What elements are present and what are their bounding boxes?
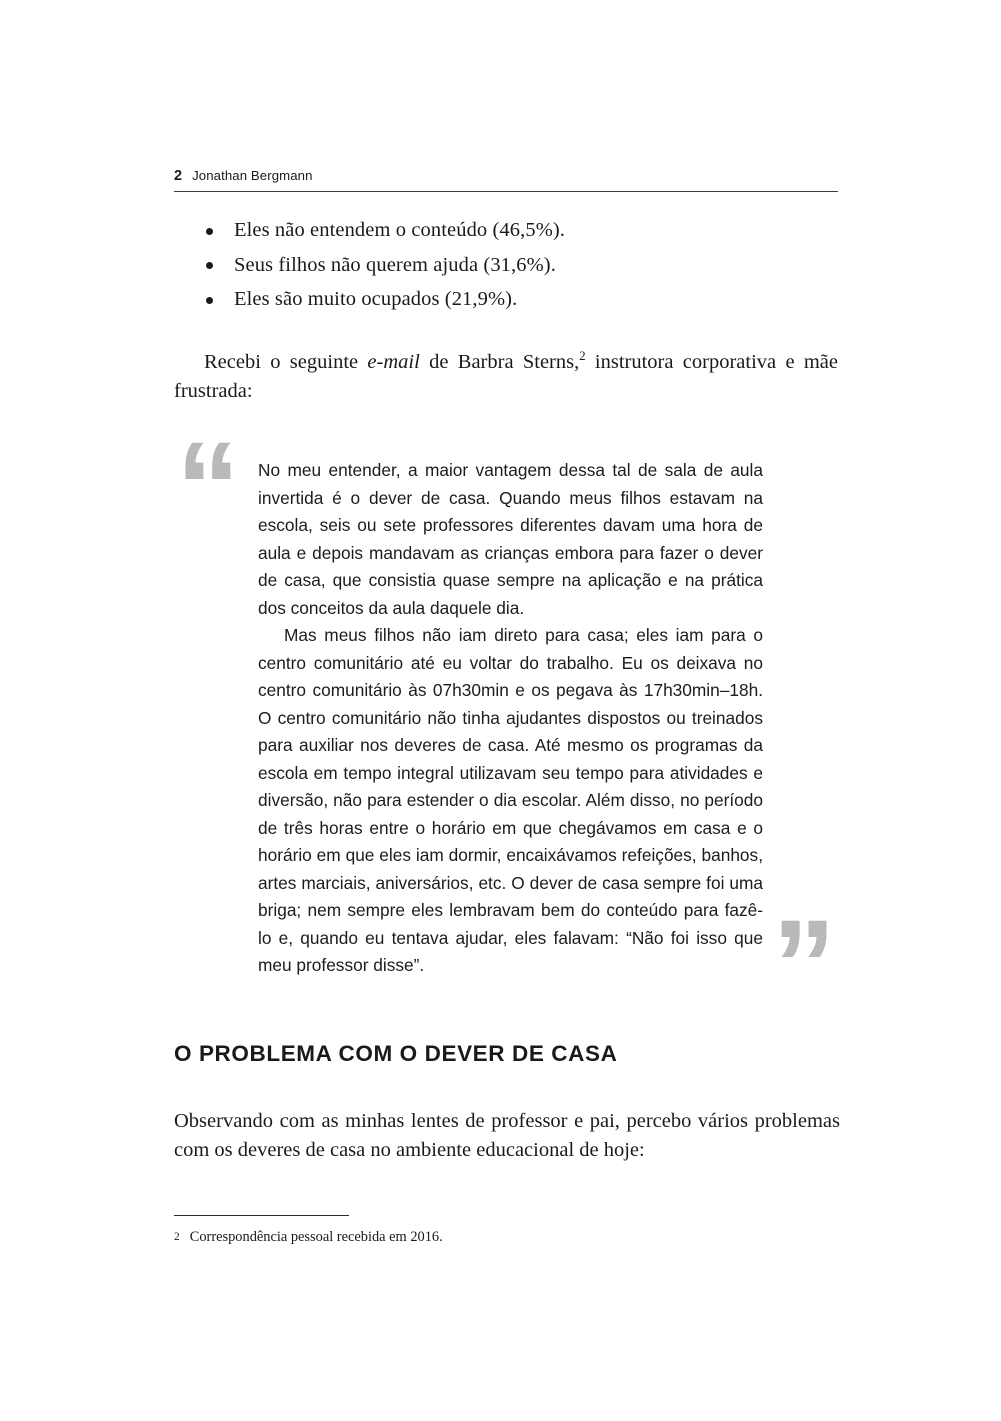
- bullet-dot-icon: [174, 294, 234, 309]
- footnote: [174, 1228, 774, 1247]
- running-head-author: Jonathan Bergmann: [192, 168, 313, 183]
- list-item-label: Eles são muito ocupados (21,9%).: [234, 288, 518, 311]
- footnote-reference: 2: [579, 348, 586, 363]
- intro-text-before: Recebi o seguinte: [204, 350, 368, 373]
- quote-open-mark-icon: “: [176, 416, 242, 559]
- list-item: [174, 253, 838, 279]
- list-item: [174, 218, 838, 244]
- bullet-dot-icon: [174, 225, 234, 240]
- intro-italic-email: e-mail: [367, 350, 420, 373]
- quote-close-mark-icon: ”: [772, 894, 838, 1037]
- intro-text-after: de Barbra Sterns,: [419, 350, 580, 373]
- section-heading: O PROBLEMA COM O DEVER DE CASA: [174, 1040, 618, 1066]
- quote-text: [258, 457, 763, 980]
- quote-paragraph: No meu entender, a maior vantagem dessa tal de sala de aula invertida é o dever de casa. Quando meus filhos estavam na escola, seis ou sete professores diferentes davam uma hora de aula e depois mandavam as crianças embora para fazer o dever de casa, que consistia quase sempre na aplicação e na prática dos conceitos da aula daquele dia.: [258, 460, 763, 618]
- body-paragraph: Observando com as minhas lentes de professor e pai, percebo vários problemas com os deveres de casa no ambiente educacional de hoje:: [174, 1109, 840, 1161]
- intro-text-tail: instrutora corporativa e mãe frustrada:: [174, 350, 838, 402]
- footnote-number: 2: [174, 1231, 180, 1243]
- running-head: [174, 168, 838, 192]
- quote-paragraph-text: Mas meus filhos não iam direto para casa; eles iam para o centro comunitário até eu voltar do trabalho. Eu os deixava no centro comunitário às 07h30min e os pegava às 17h30min–18h. O centro comunitário não tinha ajudantes dispostos ou treinados para auxiliar nos deveres de casa. Até mesmo os programas da escola em tempo integral utilizavam seu tempo para atividades e diversão, não para estender o dia escolar. Além disso, no período de três horas entre o horário em que chegávamos em casa e o horário em que eles iam dormir, encaixávamos refeições, banhos, artes marciais, aniversários, etc. O dever de casa sempre foi uma briga; nem sempre eles lembravam bem do conteúdo para fazê-lo e, quando eu tentava ajudar, eles falavam: “Não foi isso que meu professor disse”.: [258, 625, 763, 975]
- page-number: 2: [174, 168, 183, 184]
- list-item-label: Seus filhos não querem ajuda (31,6%).: [234, 253, 556, 276]
- intro-paragraph: [174, 348, 838, 406]
- list-item-label: Eles não entendem o conteúdo (46,5%).: [234, 219, 566, 241]
- footnote-text: Correspondência pessoal recebida em 2016.: [189, 1229, 443, 1245]
- bullet-list: [174, 218, 838, 322]
- list-item: [174, 287, 838, 313]
- quote-paragraph: [258, 622, 763, 980]
- bullet-dot-icon: [174, 260, 234, 275]
- footnote-separator: [174, 1215, 349, 1216]
